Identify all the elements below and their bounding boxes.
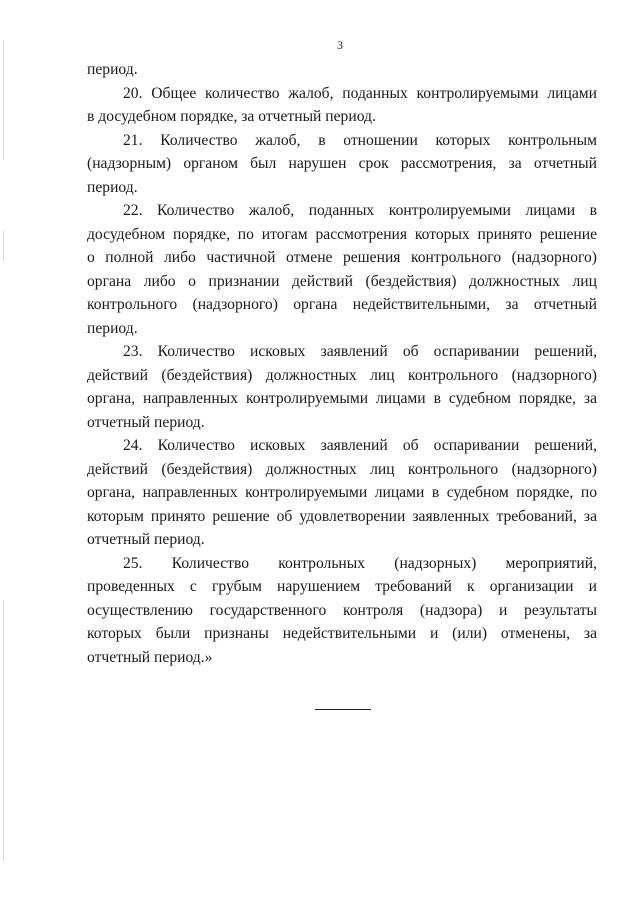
paragraph-23-line: отчетный период. [87,413,205,431]
paragraph-22-line: о полной либо частичной отмене решения контрольного (надзорного) [87,249,597,266]
paragraph-24-line: отчетный период. [87,531,205,548]
paragraph-20-line: 20. Общее количество жалоб, поданных контролируемыми лицами [123,84,597,102]
scan-margin-mark [3,40,4,160]
paragraph-continuation-line: период. [87,61,138,78]
paragraph-24-line: действий (бездействия) должностных лиц контрольного (надзорного) [87,460,597,478]
paragraph-22-line: органа либо о признании действий (бездействия) должностных лиц [87,272,597,290]
paragraph-23-line: органа, направленных контролируемыми лицами в судебном порядке, за [87,390,597,407]
paragraph-21-line: 21. Количество жалоб, в отношении которых контрольным [123,131,597,149]
paragraph-25-line: осуществлению государственного контроля (надзора) и результаты [87,601,597,619]
paragraph-21-line: период. [87,178,138,196]
paragraph-24-line: органа, направленных контролируемыми лицами в судебном порядке, по [87,484,597,501]
paragraph-22-line: контрольного (надзорного) органа недействительными, за отчетный [87,296,597,313]
paragraph-21-line: (надзорным) органом был нарушен срок рассмотрения, за отчетный [87,155,597,172]
document-body [87,58,597,669]
paragraph-25-line: которых были признаны недействительными и (или) отменены, за [87,625,597,642]
paragraph-24-line: которым принято решение об удовлетворении заявленных требований, за [87,507,597,525]
scan-margin-mark [3,600,4,860]
paragraph-20-line: в досудебном порядке, за отчетный период. [87,108,376,125]
paragraph-25-line: отчетный период.» [87,648,213,666]
paragraph-25-line: проведенных с грубым нарушением требований к организации и [87,578,597,595]
paragraph-22-line: 22. Количество жалоб, поданных контролируемыми лицами в [123,202,597,219]
paragraph-22-line: досудебном порядке, по итогам рассмотрения которых принято решение [87,225,597,243]
page-number: 3 [337,38,343,52]
paragraph-23-line: 23. Количество исковых заявлений об оспаривании решений, [123,343,597,360]
paragraph-23-line: действий (бездействия) должностных лиц контрольного (надзорного) [87,366,597,384]
paragraph-25-line: 25. Количество контрольных (надзорных) мероприятий, [123,554,597,572]
paragraph-24-line: 24. Количество исковых заявлений об оспаривании решений, [123,437,597,454]
scan-margin-mark [3,230,4,260]
closing-separator-line [315,709,371,710]
paragraph-22-line: период. [87,319,138,337]
